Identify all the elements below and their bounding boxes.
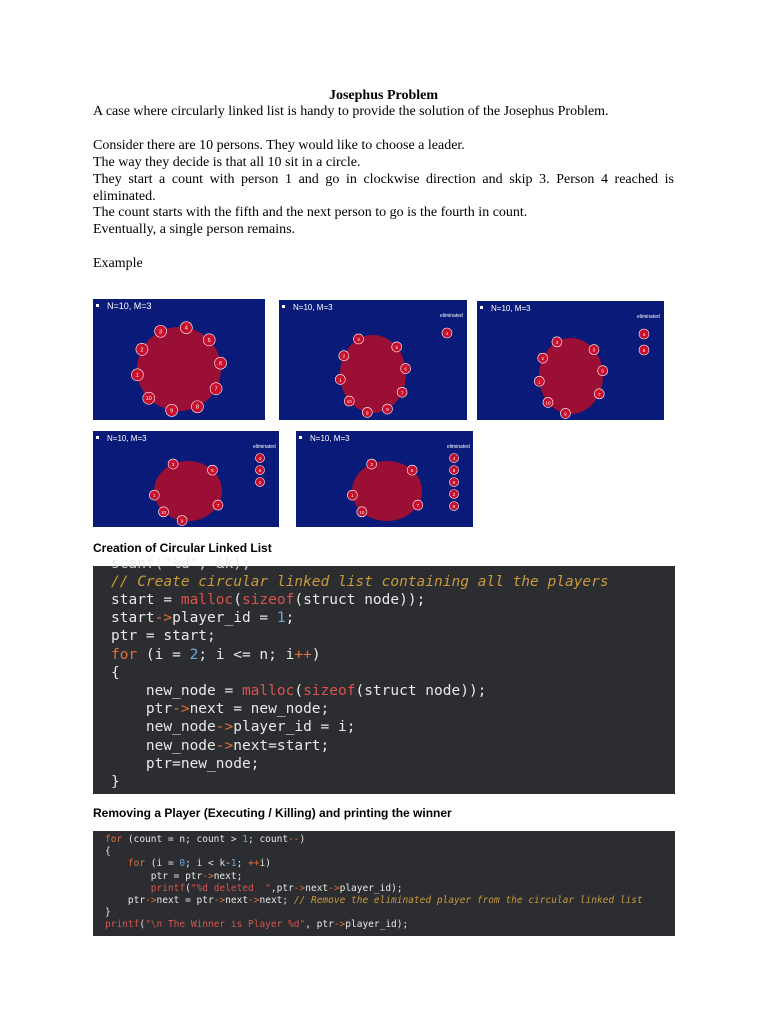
code-line: { — [111, 664, 120, 681]
player-node-label: 2 — [140, 347, 144, 354]
slide-drawing — [477, 301, 664, 420]
paragraph-4: They start a count with person 1 and go in clockwise direction and skip 3. Person 4 reached is eliminated. — [93, 172, 674, 204]
player-node-label: 1 — [339, 377, 342, 383]
player-node-label: 4 — [184, 325, 188, 332]
eliminated-label: eliminated — [637, 314, 660, 320]
bullet-icon — [96, 436, 99, 439]
code-line: new_node->player_id = i; — [111, 719, 356, 736]
section-heading-creation: Creation of Circular Linked List — [93, 541, 272, 555]
bullet-icon — [299, 436, 302, 439]
code-line: { — [105, 846, 111, 858]
player-node-label: 8 — [195, 404, 199, 411]
code-block-creation — [93, 556, 675, 794]
code-comment: // Create circular linked list containing all the players — [111, 574, 609, 590]
player-node-label: 7 — [216, 503, 220, 509]
code-line: new_node->next=start; — [111, 737, 330, 754]
player-node-label: 5 — [211, 468, 214, 474]
player-node-label: 5 — [592, 347, 596, 353]
eliminated-node-label: 8 — [258, 467, 262, 473]
eliminated-node-label: 4 — [642, 331, 646, 337]
player-node-label: 6 — [219, 361, 223, 368]
slide-4 — [93, 431, 279, 527]
player-node-label: 1 — [351, 493, 354, 499]
paragraph-2: Consider there are 10 persons. They would like to choose a leader. — [93, 138, 465, 153]
paragraph-6: Eventually, a single person remains. — [93, 222, 296, 237]
player-node-label: 6 — [601, 368, 604, 374]
player-node-label: 7 — [597, 391, 601, 397]
eliminated-label: eliminated — [447, 444, 470, 450]
player-node-label: 1 — [153, 493, 156, 499]
player-node-label: 5 — [410, 468, 414, 474]
slide-label: N=10, M=3 — [107, 301, 152, 311]
player-node-label: 10 — [145, 396, 152, 403]
player-node-label: 10 — [545, 400, 551, 406]
bullet-icon — [96, 304, 99, 307]
player-node-label: 3 — [370, 462, 373, 468]
player-node-label: 7 — [214, 386, 218, 393]
code-line: } — [111, 774, 120, 790]
code-line: ptr=new_node; — [111, 755, 260, 772]
code-line: for (count = n; count > 1; count--) — [105, 834, 306, 845]
slide-3 — [477, 301, 664, 420]
code-line: start = malloc(sizeof(struct node)); — [111, 592, 426, 608]
section-heading-removing: Removing a Player (Executing / Killing) and printing the winner — [93, 806, 452, 820]
player-node-label: 7 — [400, 390, 404, 396]
player-node-label: 10 — [359, 509, 365, 515]
page-title: Josephus Problem — [328, 88, 439, 103]
slide-drawing — [93, 431, 279, 527]
code-line: for (i = 0; i < k-1; ++i) — [127, 858, 271, 870]
slide-drawing — [93, 299, 265, 420]
code-partial-line: scanf("%d", &k); — [111, 556, 251, 572]
player-node-label: 7 — [416, 503, 420, 509]
eliminated-node-label: 8 — [452, 467, 456, 473]
eliminated-node-label: 2 — [452, 491, 456, 497]
paragraph-1: A case where circularly linked list is handy to provide the solution of the Josephus Problem. — [93, 104, 609, 119]
code-line: } — [105, 907, 111, 919]
code-line: ptr->next = new_node; — [111, 701, 330, 718]
slide-drawing — [279, 300, 467, 420]
eliminated-node-label: 2 — [258, 479, 262, 485]
eliminated-node-label: 4 — [452, 455, 456, 461]
player-node-label: 6 — [404, 366, 407, 372]
player-node-label: 10 — [161, 509, 167, 515]
eliminated-label: eliminated — [440, 313, 463, 319]
player-node-label: 3 — [357, 336, 360, 342]
player-node-label: 9 — [564, 411, 567, 417]
slide-label: N=10, M=3 — [310, 434, 350, 443]
player-node-label: 5 — [207, 337, 211, 344]
code-line: start->player_id = 1; — [111, 610, 295, 627]
bullet-icon — [282, 305, 285, 308]
slide-label: N=10, M=3 — [293, 303, 333, 312]
code-line: ptr = start; — [111, 628, 216, 645]
eliminated-node-label: 6 — [452, 479, 456, 485]
player-node-label: 1 — [538, 379, 541, 385]
code-line: ptr = ptr->next; — [105, 870, 243, 882]
eliminated-node-label: 4 — [258, 455, 262, 461]
slide-2 — [279, 300, 467, 420]
slide-5 — [296, 431, 473, 527]
player-node-label: 1 — [135, 372, 139, 379]
player-node-label: 3 — [159, 329, 163, 336]
player-node-label: 2 — [342, 353, 346, 359]
slide-label: N=10, M=3 — [491, 304, 531, 313]
code-line: ptr->next = ptr->next->next; // Remove the eliminated player from the circular linked list — [105, 895, 643, 906]
example-label: Example — [93, 256, 143, 271]
code-line: printf("\n The Winner is Player %d", ptr->player_id); — [105, 919, 409, 931]
slide-drawing — [296, 431, 473, 527]
eliminated-node-label: 4 — [445, 330, 449, 336]
player-node-label: 10 — [346, 399, 352, 405]
player-node-label: 3 — [171, 462, 175, 468]
player-node-label: 9 — [180, 518, 184, 524]
eliminated-node-label: 9 — [452, 503, 456, 509]
code-line: new_node = malloc(sizeof(struct node)); — [111, 683, 487, 699]
paragraph-5: The count starts with the fifth and the next person to go is the fourth in count. — [93, 205, 528, 220]
code-line: printf("%d deleted ",ptr->next->player_id); — [150, 882, 403, 894]
player-node-label: 2 — [541, 356, 545, 362]
bullet-icon — [480, 306, 483, 309]
player-node-label: 9 — [366, 410, 369, 416]
slide-1 — [93, 299, 265, 420]
paragraph-3: The way they decide is that all 10 sit in a circle. — [93, 155, 361, 170]
player-node-label: 9 — [170, 408, 174, 415]
player-node-label: 3 — [555, 339, 559, 345]
eliminated-label: eliminated — [253, 444, 276, 450]
code-block-removing — [93, 831, 675, 936]
eliminated-node-label: 8 — [642, 347, 646, 353]
slide-label: N=10, M=3 — [107, 434, 147, 443]
code-line: for (i = 2; i <= n; i++) — [111, 646, 321, 663]
player-node-label: 5 — [395, 344, 398, 350]
player-node-label: 8 — [386, 407, 389, 413]
